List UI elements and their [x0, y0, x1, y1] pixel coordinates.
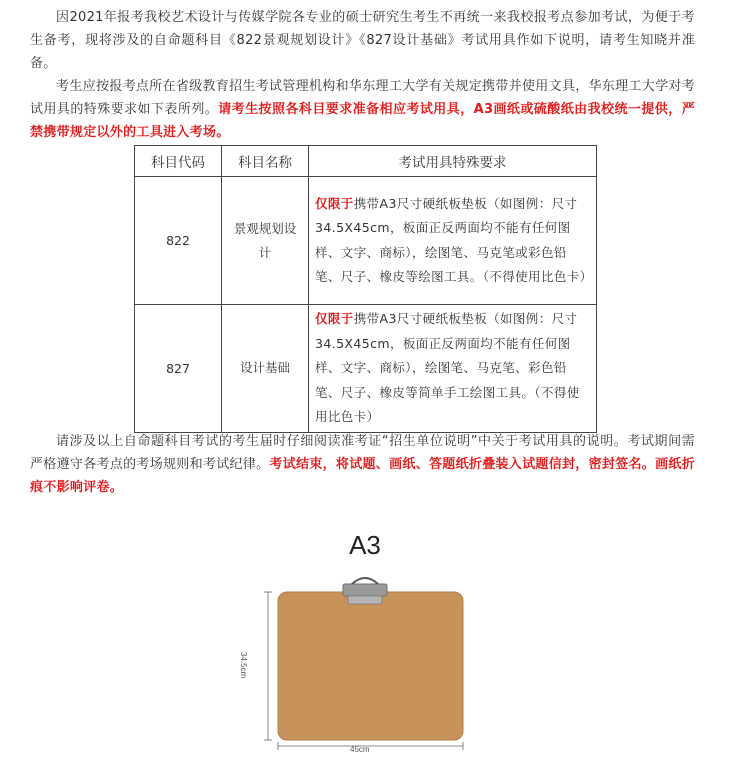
- exam-tools-table: [134, 145, 597, 433]
- height-label: 34.5cm: [239, 652, 248, 679]
- hardboard-image: [278, 592, 463, 740]
- header-requirements: 考试用具特殊要求: [309, 146, 597, 177]
- table-row: [135, 305, 597, 433]
- width-label: 45cm: [350, 745, 370, 754]
- subject-name: 景观规划设计: [222, 177, 309, 305]
- requirement-text: 携带A3尺寸硬纸板垫板（如图例：尺寸34.5X45cm，板面正反两面均不能有任何图样、文字、商标），绘图笔、马克笔、彩色铅笔、尺子、橡皮等简单手工绘图工具。（不得使用比色卡）: [315, 311, 580, 424]
- notice-text: 请涉及以上自命题科目考试的考生届时仔细阅读准考证“招生单位说明”中关于考试用具的说明。考试期间需严格遵守各考点的考场规则和考试纪律。: [30, 434, 695, 472]
- notice-paragraph: [30, 430, 695, 499]
- intro-paragraph-2: [30, 75, 695, 144]
- notice-warning: 考试结束，将试题、画纸、答题纸折叠装入试题信封，密封签名。画纸折痕不影响评卷。: [30, 457, 696, 495]
- intro-paragraph-2-text: 考生应按报考点所在省级教育招生考试管理机构和华东理工大学有关规定携带并使用文具，华东理工大学对考试用具的特殊要求如下表所列。: [30, 79, 695, 117]
- table-row: [135, 177, 597, 305]
- subject-requirements: [309, 177, 597, 305]
- requirement-restriction: 仅限于: [315, 195, 354, 211]
- table-header-row: [135, 146, 597, 177]
- intro-paragraph-2-warning: 请考生按照各科目要求准备相应考试用具，A3画纸或硫酸纸由我校统一提供，严禁携带规定以外的工具进入考场。: [30, 102, 695, 140]
- requirement-restriction: 仅限于: [315, 311, 354, 326]
- figure-title: A3: [349, 530, 381, 560]
- clipboard-illustration: [0, 570, 730, 760]
- subject-code: 827: [135, 305, 222, 433]
- header-name: 科目名称: [222, 146, 309, 177]
- subject-name: 设计基础: [222, 305, 309, 433]
- header-code: 科目代码: [135, 146, 222, 177]
- requirement-text: 携带A3尺寸硬纸板垫板（如图例：尺寸34.5X45cm，板面正反两面均不能有任何图样、文字、商标），绘图笔、马克笔或彩色铅笔、尺子、橡皮等绘图工具。（不得使用比色卡）: [315, 195, 593, 284]
- intro-paragraph-1: 因2021年报考我校艺术设计与传媒学院各专业的硕士研究生考生不再统一来我校报考点参加考试，为便于考生备考，现将涉及的自命题科目《822景观规划设计》《827设计基础》考试用具作如下说明，请考生知晓并准备。: [30, 10, 695, 71]
- subject-code: 822: [135, 177, 222, 305]
- subject-requirements: [309, 305, 597, 433]
- clip-icon: [343, 578, 387, 604]
